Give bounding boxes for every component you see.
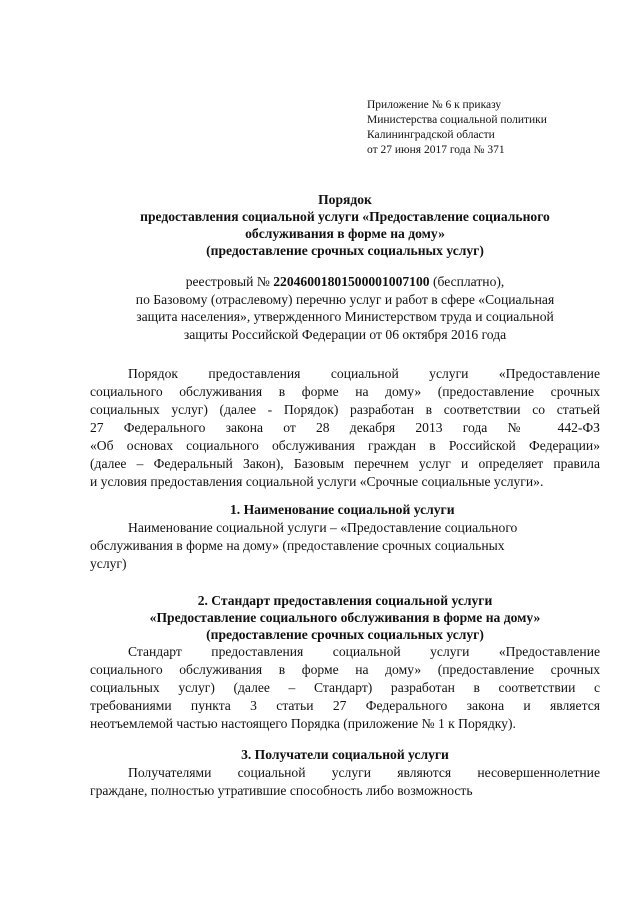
heading-line: (предоставление срочных социальных услуг) [206,627,484,642]
section-3-paragraph [90,764,600,800]
registry-suffix: (бесплатно), [429,274,505,289]
paragraph-line: (далее – Федеральный Закон), Базовым перечнем услуг и определяет правила [90,456,600,471]
heading-line: «Предоставление социального обслуживания в форме на дому» [149,610,541,625]
paragraph-line: 27 Федерального закона от 28 декабря 2013 года № 442-ФЗ [90,420,600,435]
appendix-line: Приложение № 6 к приказу [367,99,502,111]
paragraph-line: услуг) [90,556,127,571]
paragraph-line: Получателями социальной услуги являются несовершеннолетние [128,765,600,780]
paragraph-line: социального обслуживания в форме на дому» (предоставление срочных [90,384,600,399]
appendix-reference [367,98,547,158]
title-line: Порядок [318,192,372,207]
paragraph-line: социальных услуг) (далее – Стандарт) разработан в соответствии с [90,680,600,695]
registry-line: защита населения», утвержденного Министерством труда и социальной [136,309,554,324]
paragraph-line: социального обслуживания в форме на дому» (предоставление срочных [90,662,600,677]
heading-line: 3. Получатели социальной услуги [241,747,449,762]
paragraph-line: неотъемлемой частью настоящего Порядка (приложение № 1 к Порядку). [90,716,516,731]
appendix-line: от 27 июня 2017 года № 371 [367,144,505,156]
paragraph-line: Стандарт предоставления социальной услуги «Предоставление [128,644,600,659]
appendix-line: Министерства социальной политики [367,114,547,126]
paragraph-line: граждане, полностью утратившие способность либо возможность [90,783,473,798]
heading-text: 1. Наименование социальной услуги [230,502,455,517]
document-title [90,191,600,259]
paragraph-line: Порядок предоставления социальной услуги «Предоставление [128,366,600,381]
intro-paragraph [90,365,600,491]
section-1-heading [90,501,600,518]
paragraph-line: требованиями пункта 3 статьи 27 Федерального закона и является [90,698,600,713]
paragraph-line: «Об основах социального обслуживания граждан в Российской Федерации» [90,438,600,453]
paragraph-line: обслуживания в форме на дому» (предоставление срочных социальных [90,538,505,553]
section-1-paragraph [90,519,600,573]
registry-block [90,273,600,343]
section-3-heading [90,746,600,763]
registry-line: защиты Российской Федерации от 06 октября 2016 года [183,326,507,342]
paragraph-line: социальных услуг) (далее - Порядок) разработан в соответствии со статьей [90,402,600,417]
registry-number: 22046001801500001007100 [273,274,430,289]
title-line: предоставления социальной услуги «Предоставление социального [140,209,550,224]
section-2-heading [90,592,600,643]
title-line: обслуживания в форме на дому» [245,226,445,241]
paragraph-line: Наименование социальной услуги – «Предоставление социального [128,520,518,535]
registry-number-line [90,273,600,291]
heading-line: 2. Стандарт предоставления социальной услуги [197,593,493,608]
appendix-line: Калининградской области [367,129,495,141]
paragraph-line: и условия предоставления социальной услуги «Срочные социальные услуги». [90,474,544,489]
registry-prefix: реестровый № [185,274,274,289]
registry-line: по Базовому (отраслевому) перечню услуг и работ в сфере «Социальная [135,291,555,307]
section-2-paragraph [90,643,600,733]
title-line: (предоставление срочных социальных услуг) [206,243,484,258]
